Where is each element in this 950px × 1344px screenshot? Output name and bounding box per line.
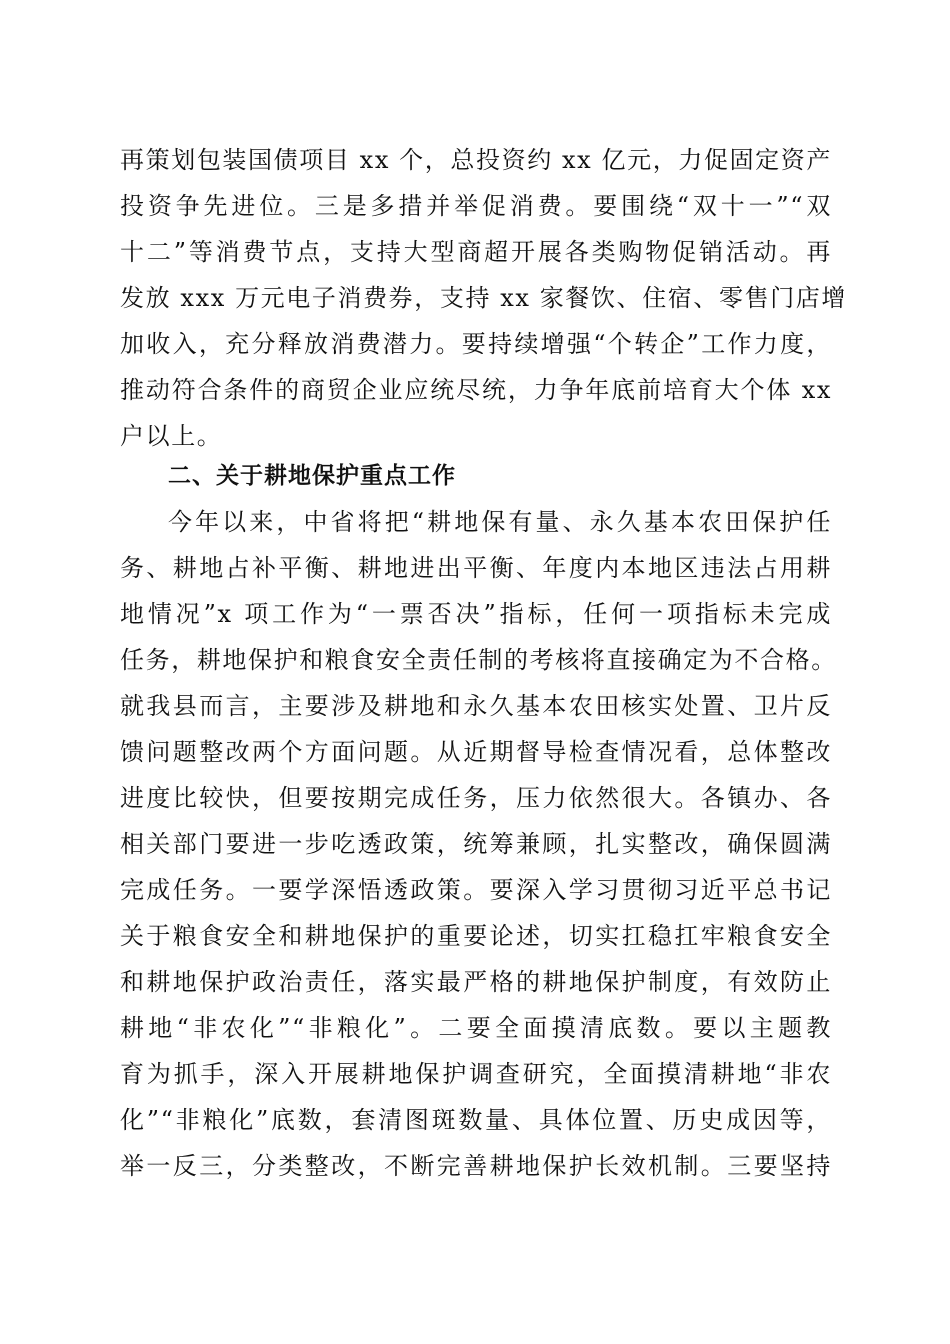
text-line [120, 370, 832, 410]
text-line-content: 耕地“非农化”“非粮化”。二要全面摸清底数。要以主题教 [120, 1014, 832, 1042]
text-line [120, 232, 832, 272]
text-line [120, 186, 832, 226]
text-line-content: 加收入，充分释放消费潜力。要持续增强“个转企”工作力度， [120, 330, 832, 358]
text-line-content: 馈问题整改两个方面问题。从近期督导检查情况看，总体整改 [120, 738, 832, 766]
text-line [120, 1008, 832, 1048]
text-line [120, 640, 837, 680]
text-line-content: 十二”等消费节点，支持大型商超开展各类购物促销活动。再 [120, 238, 832, 266]
text-line [120, 870, 832, 910]
text-line-content: 任务，耕地保护和粮食安全责任制的考核将直接确定为不合格。 [120, 646, 837, 674]
text-line [120, 778, 832, 818]
text-line [120, 962, 832, 1002]
text-line [120, 278, 847, 318]
text-line-content: 和耕地保护政治责任，落实最严格的耕地保护制度，有效防止 [120, 968, 832, 996]
text-line-last [120, 416, 222, 456]
text-line [120, 916, 832, 956]
text-line [120, 686, 832, 726]
text-line-content: 今年以来，中省将把“耕地保有量、永久基本农田保护任 [168, 508, 832, 536]
text-line-content: 举一反三，分类整改，不断完善耕地保护长效机制。三要坚持 [120, 1152, 832, 1180]
text-line-content: 户以上。 [120, 422, 223, 450]
text-line-content: 务、耕地占补平衡、耕地进出平衡、年度内本地区违法占用耕 [120, 554, 832, 582]
text-line-content: 地情况”x 项工作为“一票否决”指标，任何一项指标未完成 [120, 600, 832, 628]
text-line-content: 就我县而言，主要涉及耕地和永久基本农田核实处置、卫片反 [120, 692, 832, 720]
text-line [120, 548, 832, 588]
text-line [120, 140, 832, 180]
text-line-content: 化”“非粮化”底数，套清图斑数量、具体位置、历史成因等， [120, 1106, 832, 1134]
text-line [120, 594, 832, 634]
text-line-content: 相关部门要进一步吃透政策，统筹兼顾，扎实整改，确保圆满 [120, 830, 832, 858]
text-line [120, 1054, 832, 1094]
text-line-content: 再策划包装国债项目 xx 个，总投资约 xx 亿元，力促固定资产 [120, 146, 832, 174]
text-line [120, 732, 832, 772]
section-heading: 二、关于耕地保护重点工作 [168, 463, 456, 489]
text-line-content: 推动符合条件的商贸企业应统尽统，力争年底前培育大个体 xx [120, 376, 832, 404]
text-line-content: 完成任务。一要学深悟透政策。要深入学习贯彻习近平总书记 [120, 876, 832, 904]
text-line [120, 324, 832, 364]
text-line-content: 发放 xxx 万元电子消费券，支持 xx 家餐饮、住宿、零售门店增 [120, 284, 847, 312]
text-line [120, 1146, 832, 1186]
text-line [120, 1100, 832, 1140]
text-line-content: 投资争先进位。三是多措并举促消费。要围绕“双十一”“双 [120, 192, 832, 220]
text-line-content: 育为抓手，深入开展耕地保护调查研究，全面摸清耕地“非农 [120, 1060, 832, 1088]
text-line-content: 进度比较快，但要按期完成任务，压力依然很大。各镇办、各 [120, 784, 832, 812]
text-line-content: 关于粮食安全和耕地保护的重要论述，切实扛稳扛牢粮食安全 [120, 922, 832, 950]
text-line-first [168, 502, 832, 542]
text-line [120, 824, 832, 864]
